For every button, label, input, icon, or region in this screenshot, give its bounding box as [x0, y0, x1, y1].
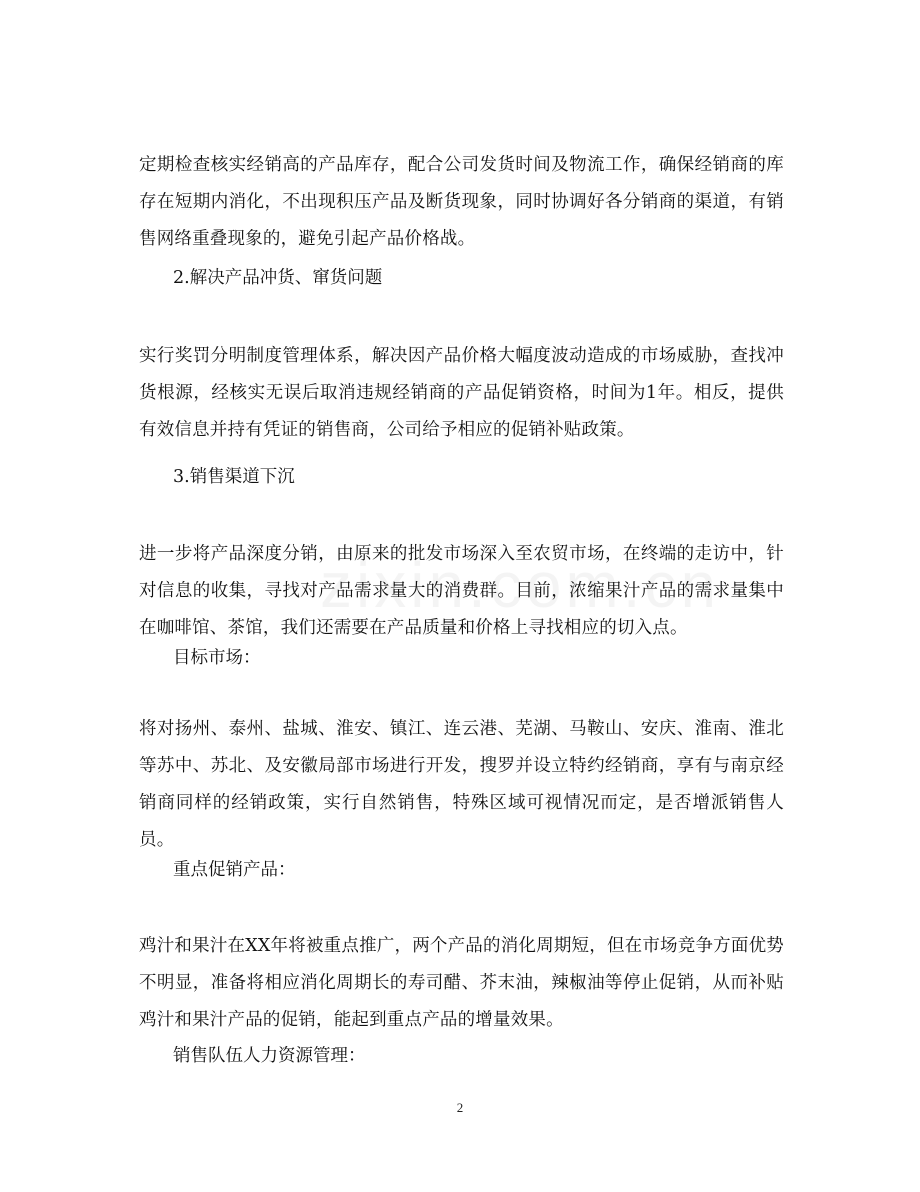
paragraph-inventory: 定期检查核实经销高的产品库存，配合公司发货时间及物流工作，确保经销商的库存在短期内消化，不出现积压产品及断货现象，同时协调好各分销商的渠道，有销售网络重叠现象的，避免引起产品价格战。 [139, 155, 784, 249]
paragraph-target-market: 将对扬州、泰州、盐城、淮安、镇江、连云港、芜湖、马鞍山、安庆、淮南、淮北等苏中、苏北、及安徽局部市场进行开发，搜罗并设立特约经销商，享有与南京经销商同样的经销政策，实行自然销售，特殊区域可视情况而定，是否增派销售人员。 [139, 719, 784, 850]
heading-target-market: 目标市场： [173, 648, 261, 668]
heading-sales-team: 销售队伍人力资源管理： [173, 1046, 366, 1066]
heading-cross-selling: 2.解决产品冲货、窜货问题 [173, 268, 383, 288]
heading-channel-sinking: 3.销售渠道下沉 [173, 467, 295, 487]
paragraph-deep-distribution: 进一步将产品深度分销，由原来的批发市场深入至农贸市场，在终端的走访中，针对信息的收集，寻找对产品需求量大的消费群。目前，浓缩果汁产品的需求量集中在咖啡馆、茶馆，我们还需要在产品质量和价格上寻找相应的切入点。 [139, 544, 784, 638]
paragraph-penalty-system: 实行奖罚分明制度管理体系，解决因产品价格大幅度波动造成的市场威胁，查找冲货根源，经核实无误后取消违规经销商的产品促销资格，时间为1年。相反，提供有效信息并持有凭证的销售商，公司给予相应的促销补贴政策。 [139, 346, 784, 440]
heading-key-products: 重点促销产品： [173, 860, 296, 880]
page-number: 2 [456, 1100, 464, 1115]
paragraph-key-products: 鸡汁和果汁在XX年将被重点推广，两个产品的消化周期短，但在市场竞争方面优势不明显，准备将相应消化周期长的寿司醋、芥末油，辣椒油等停止促销，从而补贴鸡汁和果汁产品的促销，能起到重点产品的增量效果。 [139, 936, 784, 1030]
